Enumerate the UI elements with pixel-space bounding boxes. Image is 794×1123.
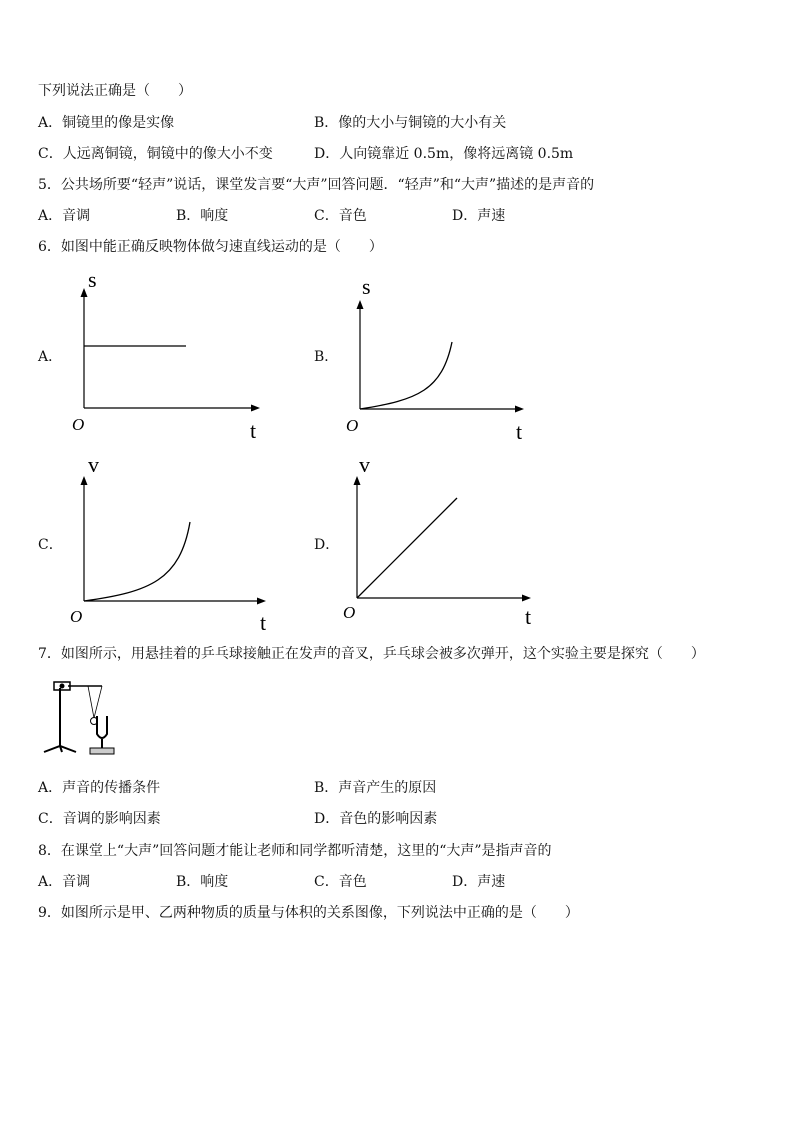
origin-label: O [72,415,85,434]
x-axis-label: t [516,419,523,444]
s-t-graph-curve [338,272,548,444]
q5-option-d[interactable]: D．声速 [452,208,506,224]
q4-option-a[interactable]: A．铜镜里的像是实像 [38,115,175,131]
q6-graph-a-label[interactable]: A． [38,349,63,365]
q7-option-a[interactable]: A．声音的传播条件 [38,780,161,796]
q6-stem: 6．如图中能正确反映物体做匀速直线运动的是（ ） [38,239,383,255]
q8-option-b[interactable]: B．响度 [176,874,229,890]
q6-graph-b-label[interactable]: B． [314,349,339,365]
q6-graph-c-label[interactable]: C． [38,537,63,553]
q5-stem: 5．公共场所要“轻声”说话，课堂发言要“大声”回答问题．“轻声”和“大声”描述的是声音的 [38,177,595,193]
q8-option-d[interactable]: D．声速 [452,874,506,890]
s-t-graph-horizontal [62,262,272,444]
q7-option-d[interactable]: D．音色的影响因素 [314,811,438,827]
q4-option-b[interactable]: B．像的大小与铜镜的大小有关 [314,115,507,131]
q8-stem: 8．在课堂上“大声”回答问题才能让老师和同学都听清楚，这里的“大声”是指声音的 [38,843,552,859]
x-axis-label: t [260,610,267,634]
q6-graph-c[interactable] [62,452,282,638]
q5-option-b[interactable]: B．响度 [176,208,229,224]
q7-option-c[interactable]: C．音调的影响因素 [38,811,161,827]
q6-graph-d[interactable] [335,452,550,638]
q8-option-a[interactable]: A．音调 [38,874,91,890]
q7-option-b[interactable]: B．声音产生的原因 [314,780,437,796]
q5-option-a[interactable]: A．音调 [38,208,91,224]
q6-graph-b[interactable] [338,272,548,448]
q4-option-c[interactable]: C．人远离铜镜，铜镜中的像大小不变 [38,146,273,162]
q8-option-c[interactable]: C．音色 [314,874,367,890]
y-axis-label: s [362,274,371,299]
q5-option-c[interactable]: C．音色 [314,208,367,224]
y-axis-label: v [359,452,370,477]
x-axis-label: t [525,604,532,629]
origin-label: O [70,607,83,626]
v-t-graph-line [335,452,550,634]
x-axis-label: t [250,418,257,443]
origin-label: O [346,416,359,435]
q4-option-d[interactable]: D．人向镜靠近 0.5m，像将远离镜 0.5m [314,146,574,162]
q7-stem: 7．如图所示，用悬挂着的乒乓球接触正在发声的音叉，乒乓球会被多次弹开，这个实验主要是探究（ ） [38,646,705,662]
tuning-fork-stand-icon [40,676,140,760]
q6-graph-a[interactable] [62,262,272,448]
y-axis-label: s [88,267,97,292]
tuning-fork-ping-pong-figure [40,676,140,764]
q9-stem: 9．如图所示是甲、乙两种物质的质量与体积的关系图像，下列说法中正确的是（ ） [38,905,579,921]
v-t-graph-curve [62,452,282,634]
y-axis-label: v [88,452,99,477]
origin-label: O [343,603,356,622]
q6-graph-d-label[interactable]: D． [314,537,340,553]
q4-stem: 下列说法正确是（ ） [38,83,192,99]
